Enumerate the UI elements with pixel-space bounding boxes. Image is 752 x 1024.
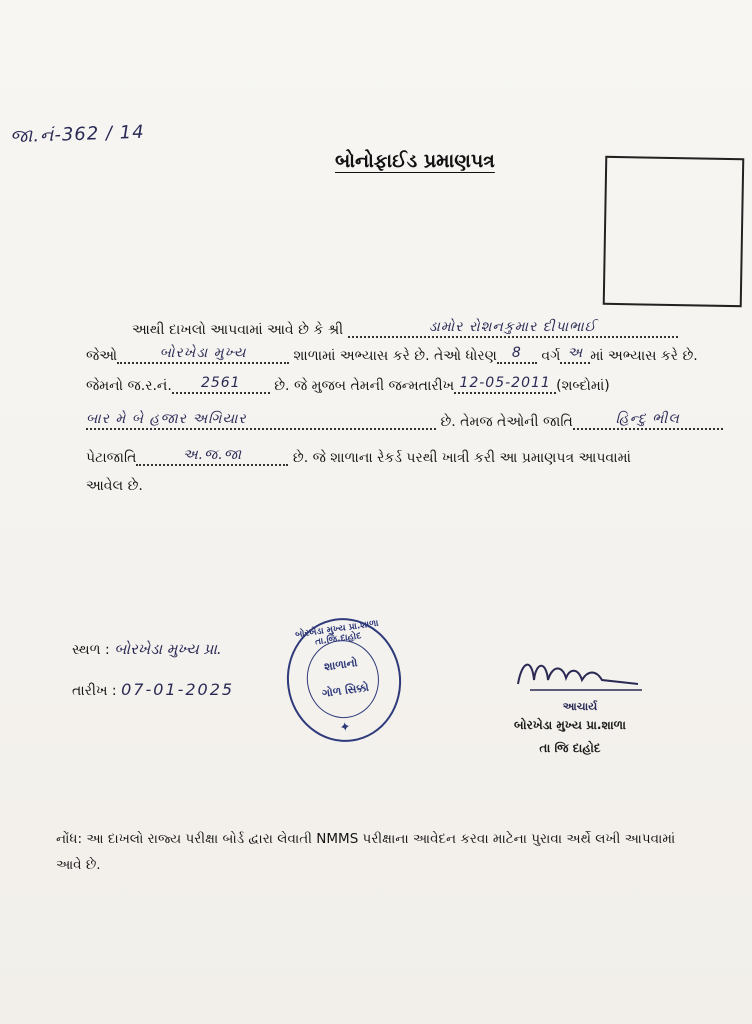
body-line-6 <box>86 478 143 494</box>
body-line-2 <box>86 344 698 364</box>
signature-school: બોરખેડા મુખ્ય પ્રા.શાળા <box>514 718 626 732</box>
birth-date: 12-05-2011 <box>459 375 551 391</box>
stamp-center-line-2: ગોળ સિક્કો <box>321 680 370 701</box>
body-line-3-mid: છે. જે મુજબ તેમની જન્મતારીખ <box>274 378 455 394</box>
birth-date-words-field <box>86 410 436 430</box>
student-name-field <box>348 318 678 338</box>
student-name: ડામોર રોશનકુમાર દીપાભાઈ <box>428 319 597 335</box>
principal-signature <box>510 650 650 704</box>
school-name: બોરખેડા મુખ્ય <box>159 345 247 361</box>
page-title: બોનોફાઈડ પ્રમાણપત્ર <box>335 150 495 172</box>
place-value: બોરખેડા મુખ્ય પ્રા. <box>114 640 222 658</box>
signature-title: આચાર્ય <box>562 700 598 713</box>
signature-block <box>500 700 640 756</box>
standard: 8 <box>511 345 522 361</box>
body-line-5-prefix: પેટાજાતિ <box>86 450 137 466</box>
division: અ <box>567 345 584 361</box>
subcaste: અ.જ.જા <box>182 447 243 463</box>
date-row <box>72 680 234 699</box>
caste: હિન્દુ ભીલ <box>615 411 680 427</box>
body-line-4-mid: છે. તેમજ તેઓની જાતિ <box>440 414 573 430</box>
body-line-3-suffix: (શબ્દોમાં) <box>556 378 610 394</box>
body-line-4 <box>86 410 723 430</box>
photo-box <box>603 156 745 307</box>
register-no: 2561 <box>200 375 241 391</box>
class-label: વર્ગ <box>541 348 561 364</box>
date-label: તારીખ : <box>72 683 117 699</box>
body-line-5-suffix: છે. જે શાળાના રેકર્ડ પરથી ખાત્રી કરી આ પ્રમાણપત્ર આપવામાં <box>292 450 631 466</box>
body-line-1 <box>132 318 678 338</box>
stamp-star-icon: ✦ <box>338 719 352 736</box>
stamp-ring-text: બોરખેડા મુખ્ય પ્રા.શાળા તા.જિ.દાહોદ <box>294 618 380 648</box>
body-line-1-prefix: આથી દાખલો આપવામાં આવે છે કે શ્રી <box>132 322 344 338</box>
birth-date-field <box>454 374 556 394</box>
subcaste-field <box>136 446 288 466</box>
letter-number: જા.નં-362 / 14 <box>9 121 145 148</box>
register-no-field <box>172 374 270 394</box>
stamp-center-line-1: શાળાનો <box>323 656 359 674</box>
place-row <box>72 640 222 658</box>
body-line-6-text: આવેલ છે. <box>86 478 143 494</box>
division-field <box>560 344 590 364</box>
body-line-5 <box>86 446 631 466</box>
school-stamp <box>279 611 409 750</box>
body-line-2-mid: શાળામાં અભ્યાસ કરે છે. તેઓ ધોરણ <box>293 348 497 364</box>
school-name-field <box>117 344 289 364</box>
birth-date-words: બાર મે બે હજાર અગિયાર <box>86 411 247 427</box>
date-value: 07-01-2025 <box>121 680 235 699</box>
standard-field <box>497 344 537 364</box>
footnote: નોંધ: આ દાખલો રાજ્ય પરીક્ષા બોર્ડ દ્વારા લેવાતી NMMS પરીક્ષાના આવેદન કરવા માટેના પુરાવા અર્થે લખી આપવામાં આવે છે. <box>56 831 676 873</box>
body-line-3 <box>86 374 610 394</box>
body-line-2-suffix: માં અભ્યાસ કરે છે. <box>590 348 698 364</box>
signature-scribble-icon <box>510 650 650 700</box>
body-line-2-prefix: જેઓ <box>86 348 118 364</box>
body-line-3-prefix: જેમનો જ.ર.નં. <box>86 378 172 394</box>
caste-field <box>573 410 723 430</box>
place-label: સ્થળ : <box>72 642 110 658</box>
signature-district: તા જિ દાહોદ <box>539 741 601 755</box>
